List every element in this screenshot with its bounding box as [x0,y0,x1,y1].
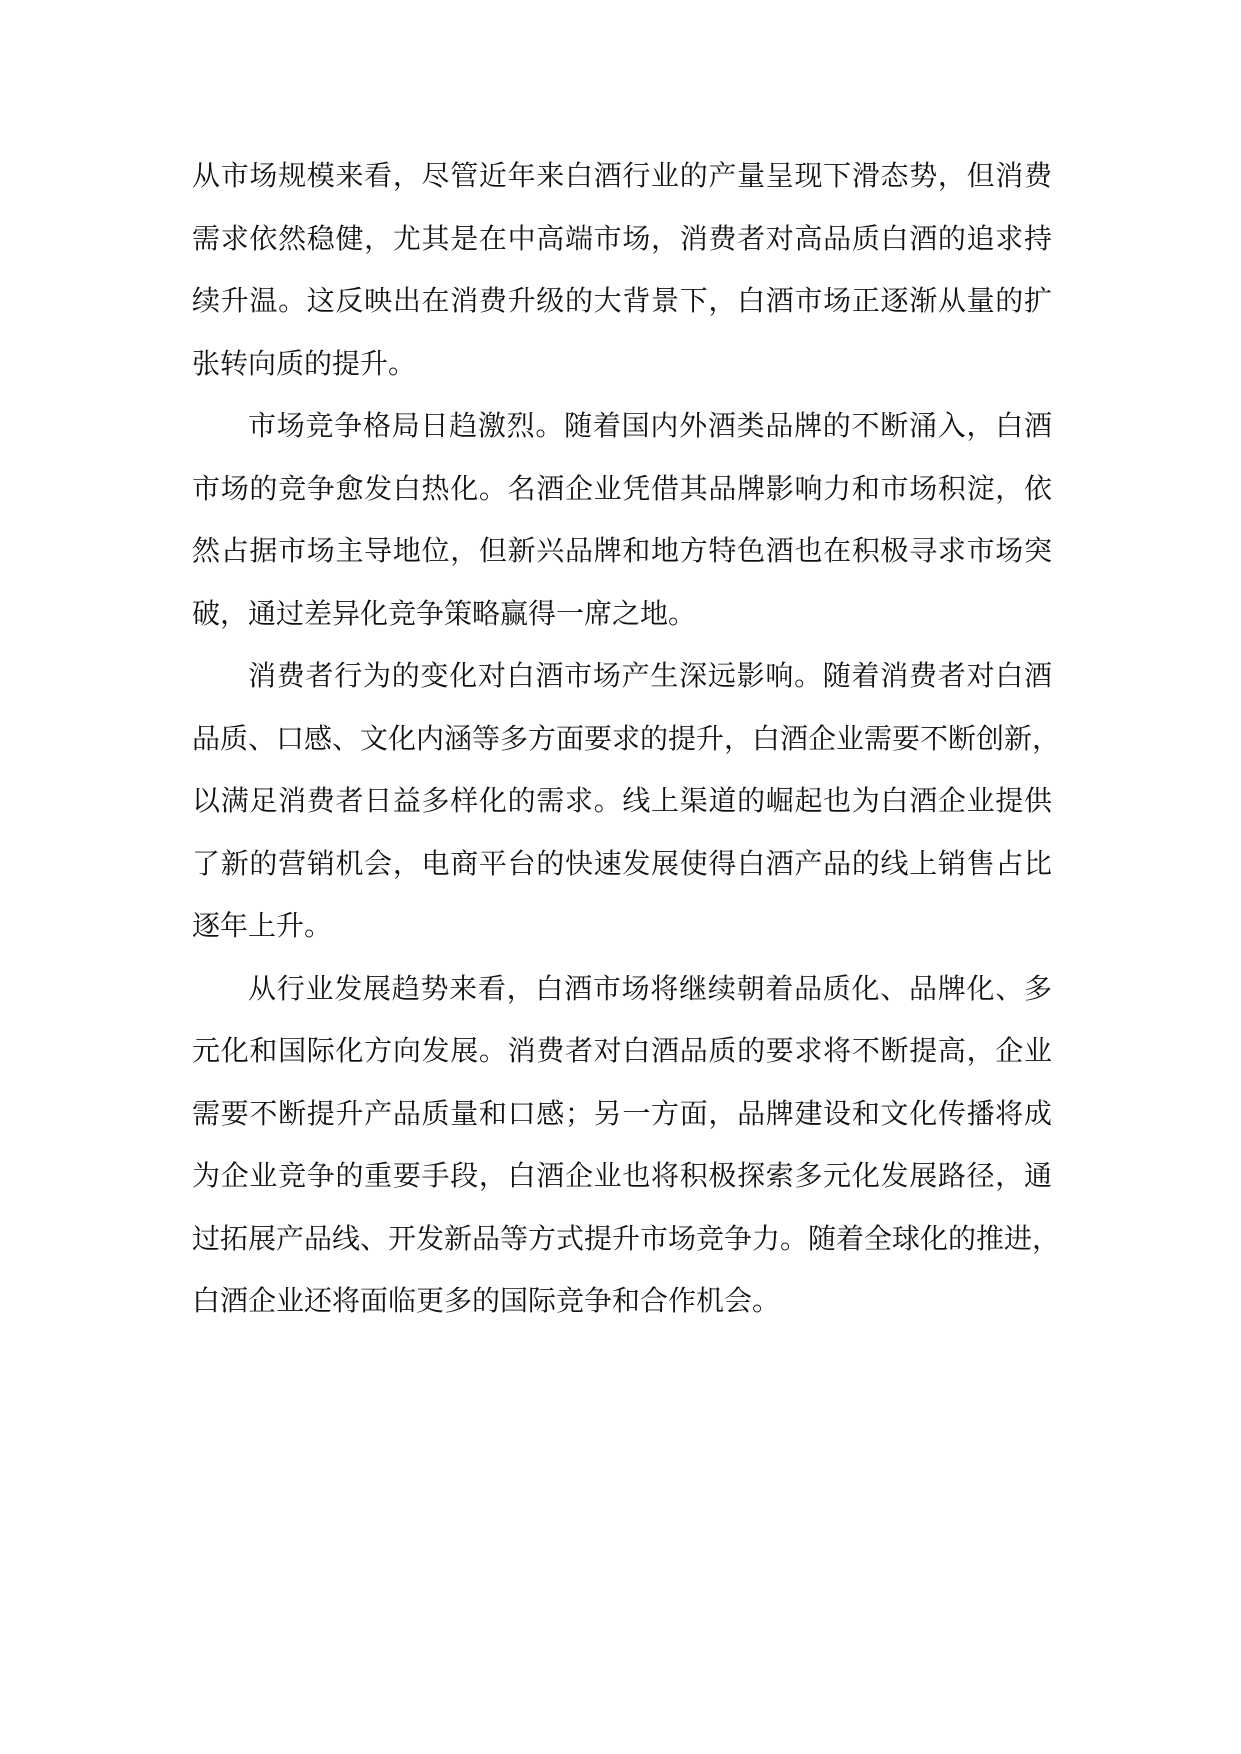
paragraph [192,395,1052,645]
text-line: 张转向质的提升。 [192,346,417,380]
text-line: 过拓展产品线、开发新品等方式提升市场竞争力。随着全球化的推进， [192,1221,1061,1255]
text-line: 续升温。这反映出在消费升级的大背景下，白酒市场正逐渐从量的扩 [192,284,1052,317]
text-line: 破，通过差异化竞争策略赢得一席之地。 [192,596,697,630]
text-line: 消费者行为的变化对白酒市场产生深远影响。随着消费者对白酒 [248,659,1052,692]
document-body [192,145,1061,1333]
text-line: 了新的营销机会，电商平台的快速发展使得白酒产品的线上销售占比 [192,846,1052,880]
text-line: 需求依然稳健，尤其是在中高端市场，消费者对高品质白酒的追求持 [192,221,1052,255]
text-line: 元化和国际化方向发展。消费者对白酒品质的要求将不断提高，企业 [192,1034,1052,1067]
text-line: 从行业发展趋势来看，白酒市场将继续朝着品质化、品牌化、多 [248,971,1052,1005]
text-line: 市场竞争格局日趋激烈。随着国内外酒类品牌的不断涌入，白酒 [248,409,1052,442]
text-line: 品质、口感、文化内涵等多方面要求的提升，白酒企业需要不断创新， [192,721,1061,755]
paragraph [192,958,1061,1333]
text-line: 市场的竞争愈发白热化。名酒企业凭借其品牌影响力和市场积淀，依 [192,471,1052,505]
text-line: 白酒企业还将面临更多的国际竞争和合作机会。 [192,1284,781,1317]
text-line: 需要不断提升产品质量和口感；另一方面，品牌建设和文化传播将成 [192,1096,1052,1130]
paragraph [192,145,1052,395]
paragraph [192,645,1061,958]
text-line: 为企业竞争的重要手段，白酒企业也将积极探索多元化发展路径，通 [192,1159,1052,1192]
text-line: 逐年上升。 [192,909,333,942]
text-line: 从市场规模来看，尽管近年来白酒行业的产量呈现下滑态势，但消费 [192,159,1052,192]
text-line: 以满足消费者日益多样化的需求。线上渠道的崛起也为白酒企业提供 [192,784,1052,817]
text-line: 然占据市场主导地位，但新兴品牌和地方特色酒也在积极寻求市场突 [192,534,1052,567]
